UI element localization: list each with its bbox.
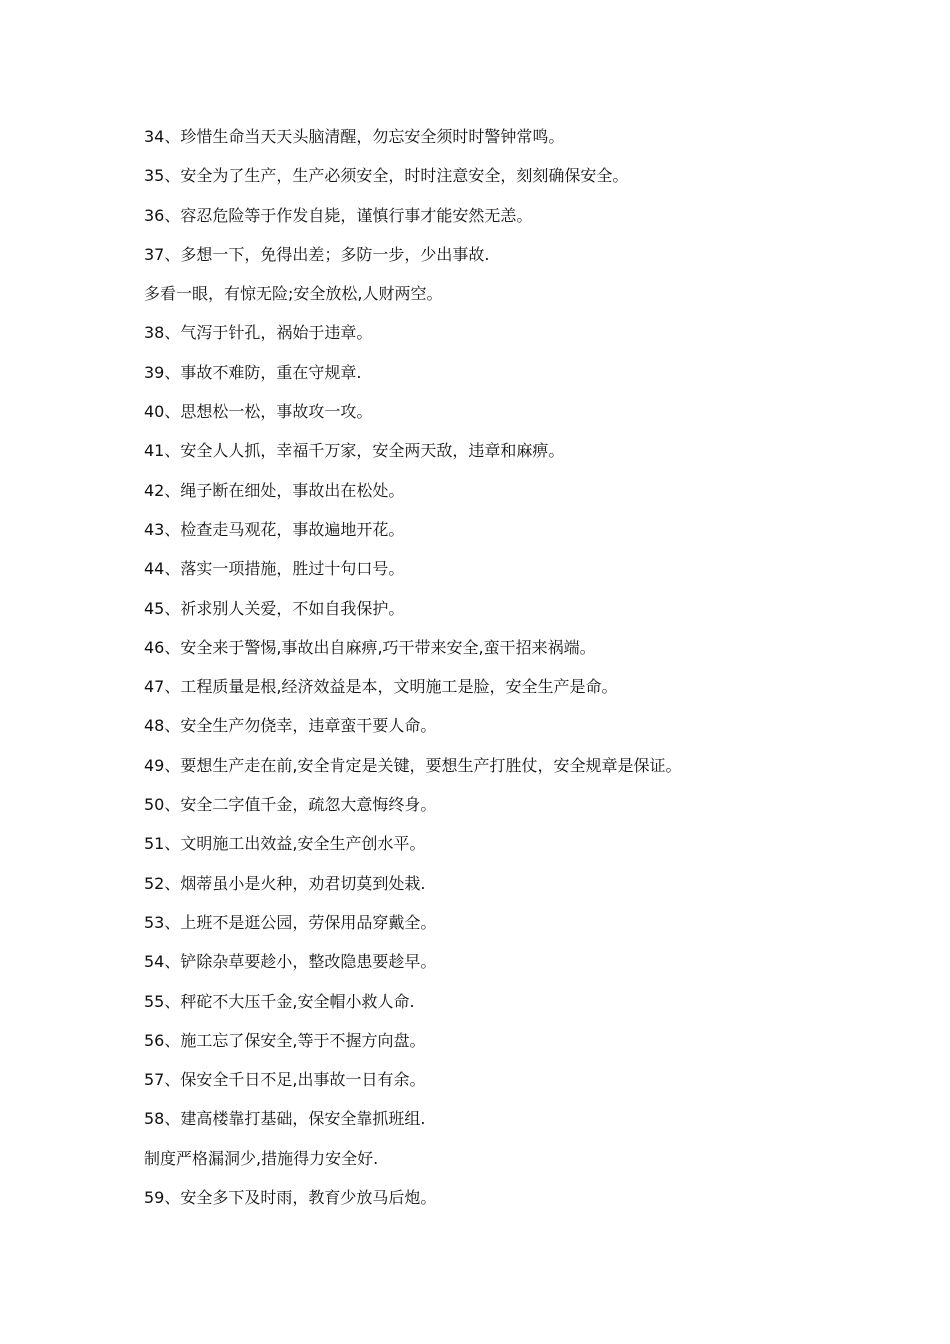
text-line: 36、容忍危险等于作发自毙，谨慎行事才能安然无恙。 (144, 205, 533, 225)
text-line: 55、秤砣不大压千金,安全帽小救人命. (144, 991, 415, 1011)
text-line: 59、安全多下及时雨，教育少放马后炮。 (144, 1188, 437, 1208)
text-line: 35、安全为了生产，生产必须安全，时时注意安全，刻刻确保安全。 (144, 166, 629, 186)
text-line: 45、祈求别人关爱，不如自我保护。 (144, 598, 405, 618)
text-line: 多看一眼，有惊无险;安全放松,人财两空。 (144, 284, 443, 304)
text-line: 43、检查走马观花，事故遍地开花。 (144, 519, 405, 539)
text-line: 49、要想生产走在前,安全肯定是关键，要想生产打胜仗，安全规章是保证。 (144, 755, 682, 775)
text-line: 48、安全生产勿侥幸，违章蛮干要人命。 (144, 716, 437, 736)
text-line: 38、气泻于针孔，祸始于违章。 (144, 323, 373, 343)
text-line: 40、思想松一松，事故攻一攻。 (144, 402, 373, 422)
text-line: 制度严格漏洞少,措施得力安全好. (144, 1148, 379, 1168)
text-line: 54、铲除杂草要趁小，整改隐患要趁早。 (144, 952, 437, 972)
text-line: 57、保安全千日不足,出事故一日有余。 (144, 1070, 426, 1090)
text-line: 51、文明施工出效益,安全生产创水平。 (144, 834, 426, 854)
slogan-list (144, 122, 924, 1222)
text-line: 46、安全来于警惕,事故出自麻痹,巧干带来安全,蛮干招来祸端。 (144, 637, 596, 657)
text-line: 34、珍惜生命当天天头脑清醒，勿忘安全须时时警钟常鸣。 (144, 127, 565, 146)
text-line: 41、安全人人抓，幸福千万家，安全两天敌，违章和麻痹。 (144, 441, 565, 461)
text-line: 50、安全二字值千金，疏忽大意悔终身。 (144, 795, 437, 815)
text-line: 44、落实一项措施，胜过十句口号。 (144, 559, 405, 579)
text-line: 47、工程质量是根,经济效益是本，文明施工是脸，安全生产是命。 (144, 677, 618, 697)
text-line: 42、绳子断在细处，事故出在松处。 (144, 480, 405, 500)
text-line: 37、多想一下，免得出差；多防一步，少出事故. (144, 244, 490, 264)
text-line: 58、建高楼靠打基础，保安全靠抓班组. (144, 1109, 426, 1129)
text-line: 39、事故不难防，重在守规章. (144, 362, 362, 382)
text-line: 53、上班不是逛公园，劳保用品穿戴全。 (144, 912, 437, 932)
text-line: 56、施工忘了保安全,等于不握方向盘。 (144, 1030, 426, 1050)
text-line: 52、烟蒂虽小是火种，劝君切莫到处栽. (144, 873, 426, 893)
